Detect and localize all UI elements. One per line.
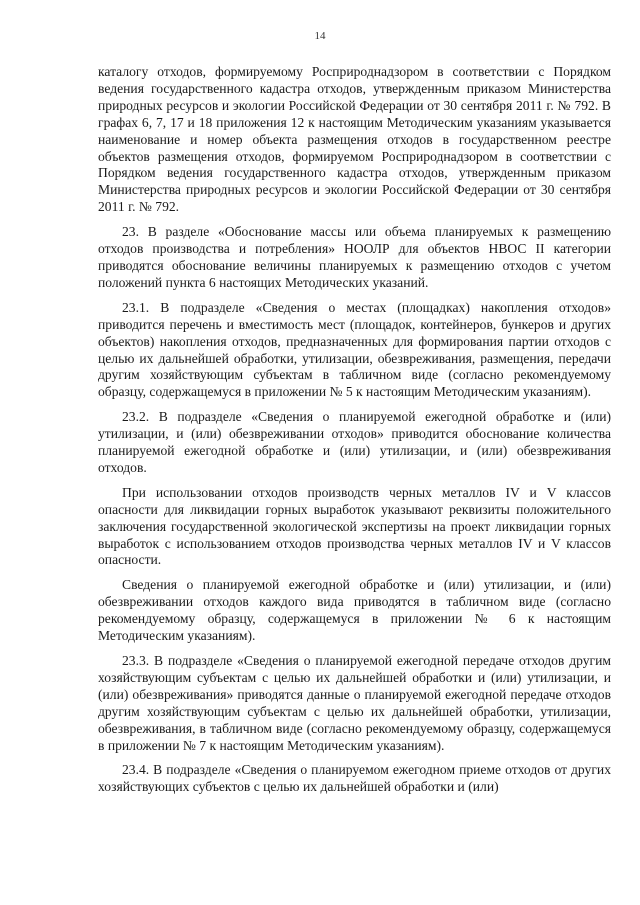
paragraph-23: 23. В разделе «Обоснование массы или объема планируемых к размещению отходов производства и потребления» НООЛР для объектов НВОС II категории приводятся обоснование величины планируемых к размещению отходов с учетом положений пункта 6 настоящих Методических указаний. [98, 224, 611, 290]
paragraph-continuation: каталогу отходов, формируемому Росприроднадзором в соответствии с Порядком ведения государственного кадастра отходов, утвержденным приказом Министерства природных ресурсов и экологии Российской Федерации от 30 сентября 2011 г. № 792. В графах 6, 7, 17 и 18 приложения 12 к настоящим Методическим указаниям указывается наименование и номер объекта размещения отходов в государственном реестре объектов размещения отходов, формируемом Росприроднадзором в соответствии с Порядком ведения государственного кадастра отходов, утвержденным приказом Министерства природных ресурсов и экологии Российской Федерации от 30 сентября 2011 г. № 792. [98, 64, 611, 215]
paragraph-23-4: 23.4. В подразделе «Сведения о планируемом ежегодном приеме отходов от других хозяйствующих субъектов с целью их дальнейшей обработки и (или) [98, 762, 611, 795]
paragraph-23-3: 23.3. В подразделе «Сведения о планируемой ежегодной передаче отходов другим хозяйствующим субъектам с целью их дальнейшей обработки и (или) утилизации, и (или) обезвреживания» приводятся данные о планируемой ежегодной передаче отходов другим хозяйствующим субъектам с целью их дальнейшей обработки, утилизации, обезвреживания, в табличном виде (согласно рекомендуемому образцу, содержащемуся в приложении № 7 к настоящим Методическим указаниям). [98, 653, 611, 753]
page-number: 14 [314, 30, 326, 42]
paragraph-ferrous-metals: При использовании отходов производств черных металлов IV и V классов опасности для ликвидации горных выработок указывают реквизиты положительного заключения государственной экологической экспертизы на проект ликвидации горных выработок с использованием отходов производства черных металлов IV и V классов опасности. [98, 484, 611, 568]
document-body [98, 64, 611, 796]
paragraph-treatment-info: Сведения о планируемой ежегодной обработке и (или) утилизации, и (или) обезвреживании отходов каждого вида приводятся в табличном виде (согласно рекомендуемому образцу, содержащемуся в приложении № 6 к настоящим Методическим указаниям). [98, 577, 611, 644]
paragraph-23-1: 23.1. В подразделе «Сведения о местах (площадках) накопления отходов» приводится перечень и вместимость мест (площадок, контейнеров, бункеров и других объектов) накопления отходов, предназначенных для формирования партии отходов с целью их дальнейшей обработки, утилизации, обезвреживания, размещения, передачи другим хозяйствующим субъектам в табличном виде (согласно рекомендуемому образцу, содержащемуся в приложении № 5 к настоящим Методическим указаниям). [98, 299, 611, 400]
paragraph-23-2: 23.2. В подразделе «Сведения о планируемой ежегодной обработке и (или) утилизации, и (или) обезвреживании отходов» приводится обоснование количества планируемой ежегодной обработке и (или) утилизации, и (или) обезвреживания отходов. [98, 409, 611, 475]
